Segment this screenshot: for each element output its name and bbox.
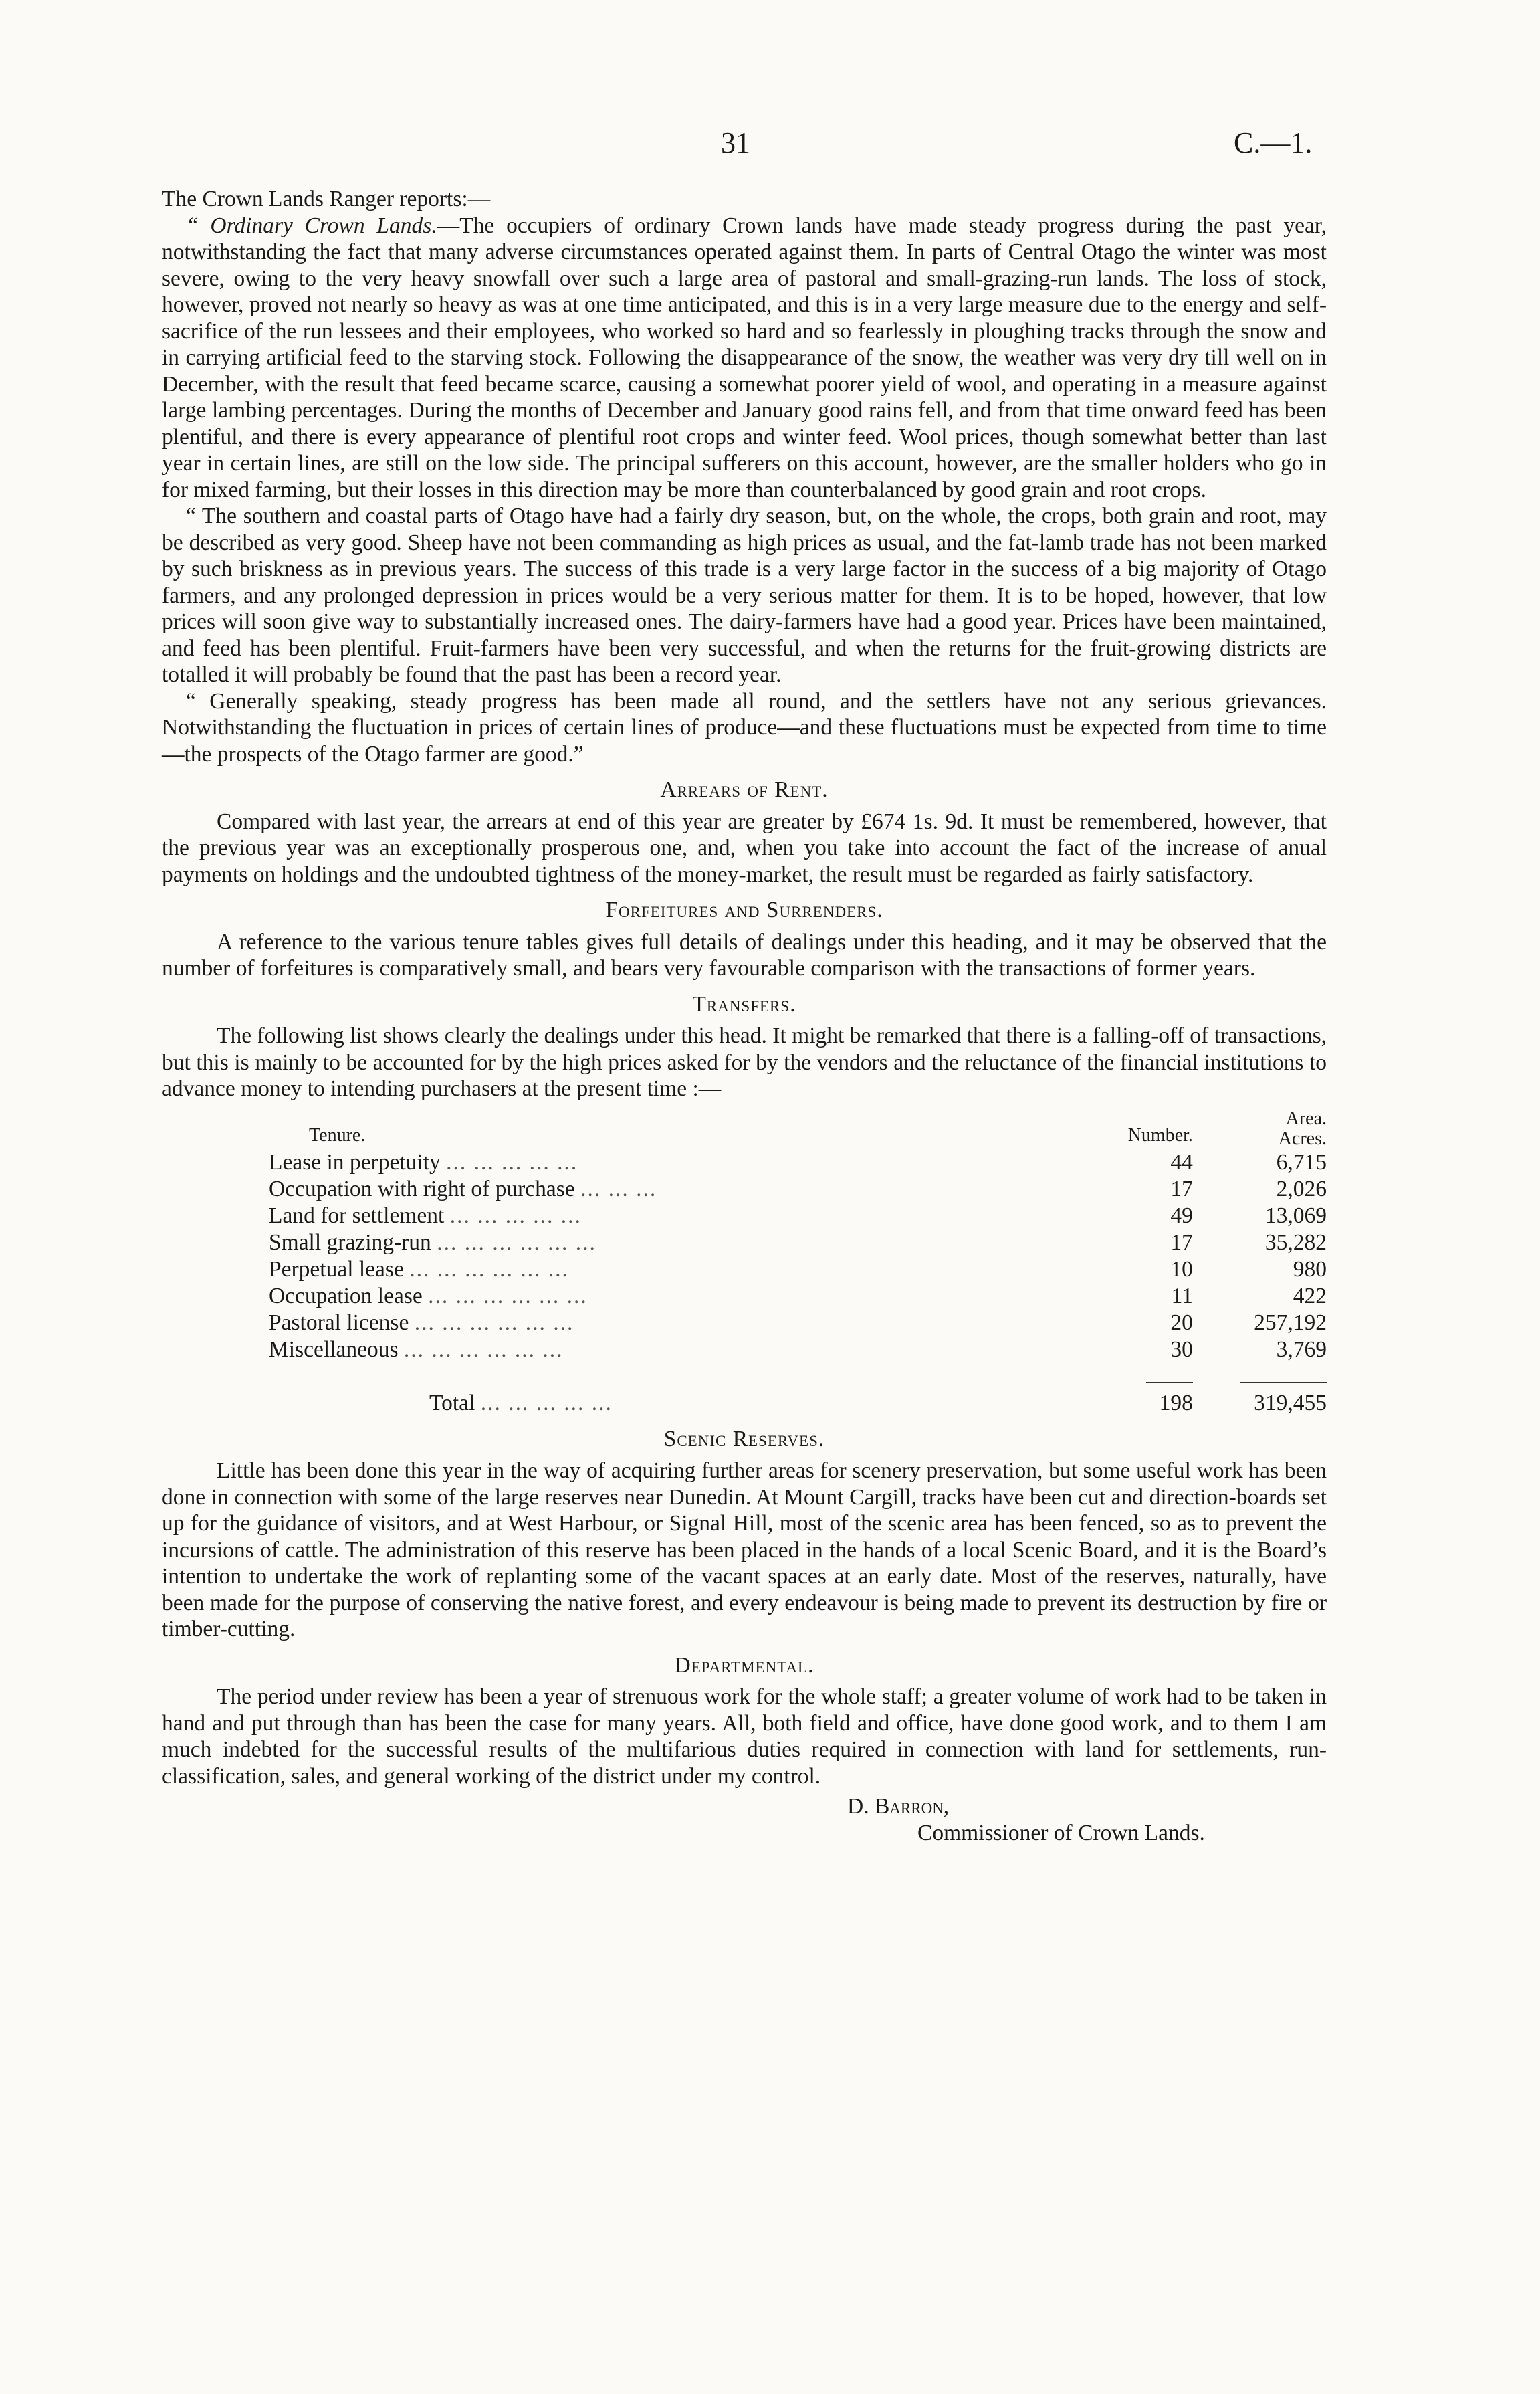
- row-tenure: Pastoral license: [269, 1310, 409, 1335]
- signer-title: Commissioner of Crown Lands.: [917, 1820, 1205, 1846]
- leader-dots: ... ... ... ... ...: [480, 1390, 613, 1415]
- paragraph-forfeitures: A reference to the various tenure tables gives full details of dealings under this heading, and it may be observed that the number of forfeitures is comparatively small, and bears very favourable comparison with the transactions of former years.: [162, 929, 1327, 981]
- row-tenure: Small grazing-run: [269, 1229, 431, 1255]
- paragraph-arrears: Compared with last year, the arrears at end of this year are greater by £674 1s. 9d. It must be remembered, however, that the previous year was an exceptionally prosperous one, and, when you take into account the fact of the increase of anual payments on holdings and the undoubted tightness of the money-market, the result must be regarded as fairly satisfactory.: [162, 809, 1327, 887]
- row-area: 2,026: [1276, 1176, 1327, 1201]
- divider: [1240, 1382, 1327, 1383]
- row-number: 10: [1170, 1256, 1193, 1282]
- row-area: 422: [1293, 1283, 1327, 1308]
- row-number: 11: [1171, 1283, 1193, 1308]
- leader-dots: ... ... ... ... ... ...: [403, 1336, 564, 1362]
- leader-dots: ... ... ... ... ... ...: [437, 1229, 596, 1255]
- table-row: [269, 1229, 1327, 1256]
- paragraph-lead-italic: “ Ordinary Crown Lands.: [186, 213, 437, 238]
- paragraph-generally-speaking: “ Generally speaking, steady progress has been made all round, and the settlers have not any serious grievances. Notwithstanding the fluctuation in prices of certain lines of produce—and these fluctuations must be expected from time to time—the prospects of the Otago farmer are good.”: [162, 688, 1327, 767]
- row-area: 35,282: [1264, 1229, 1327, 1255]
- row-number: 20: [1170, 1310, 1193, 1335]
- leader-dots: ... ... ... ... ...: [446, 1149, 578, 1175]
- table-row: [269, 1283, 1327, 1310]
- paragraph-departmental: The period under review has been a year of strenuous work for the whole staff; a greater volume of work had to be taken in hand and put through than has been the case for many years. All, both field and office, have done good work, and to them I am much indebted for the successful results of the multifarious duties required in connection with land for settlements, run-classification, sales, and general working of the district under my control.: [162, 1684, 1327, 1789]
- paragraph-text: —The occupiers of ordinary Crown lands have made steady progress during the past year, notwithstanding the fact that many adverse circumstances operated against them. In parts of Central Otago the winter was most severe, owing to the very heavy snowfall over such a large area of pastoral and small-grazing-run lands. The loss of stock, however, proved not nearly so heavy as was at one time anticipated, and this is in a very large measure due to the energy and self-sacrifice of the run lessees and their employees, who worked so hard and so fearlessly in ploughing tracks through the snow and in carrying artificial feed to the starving stock. Following the disappearance of the snow, the weather was very dry till well on in December, with the result that feed became scarce, causing a somewhat poorer yield of wool, and operating in a measure against large lambing percentages. During the months of December and January good rains fell, and from that time onward feed has been plentiful, and there is every appearance of plentiful root crops and winter feed. Wool prices, though somewhat better than last year in certain lines, are still on the low side. The principal sufferers on this account, however, are the smaller holders who go in for mixed farming, but their losses in this direction may be more than counterbalanced by good grain and root crops.: [162, 213, 1327, 502]
- leader-dots: ... ... ... ... ... ...: [409, 1256, 569, 1282]
- table-row: [269, 1176, 1327, 1203]
- row-tenure: Occupation lease: [269, 1283, 423, 1308]
- document-code: C.—1.: [1234, 126, 1313, 159]
- transfers-table: [269, 1109, 1327, 1417]
- row-tenure: Lease in perpetuity: [269, 1149, 441, 1175]
- row-tenure: Miscellaneous: [269, 1336, 399, 1362]
- header-number: Number.: [1127, 1124, 1193, 1146]
- total-rule-row: [269, 1363, 1327, 1390]
- paragraph-transfers: The following list shows clearly the dealings under this head. It might be remarked that there is a falling-off of transactions, but this is mainly to be accounted for by the high prices asked for by the vendors and the reluctance of the financial institutions to advance money to intending purchasers at the present time :—: [162, 1023, 1327, 1101]
- heading-forfeitures: Forfeitures and Surrenders.: [605, 898, 883, 922]
- header-area-unit: Acres.: [1278, 1128, 1327, 1149]
- page-number: 31: [721, 126, 750, 159]
- leader-dots: ... ... ... ... ...: [449, 1203, 582, 1228]
- signature-block: [162, 1793, 1327, 1846]
- row-number: 17: [1170, 1229, 1193, 1255]
- signer-name: D. Barron,: [847, 1794, 950, 1819]
- row-number: 49: [1170, 1203, 1193, 1228]
- leader-dots: ... ... ... ... ... ...: [414, 1310, 574, 1335]
- table-total-row: [269, 1390, 1327, 1417]
- header-tenure: Tenure.: [309, 1124, 366, 1146]
- table-row: [269, 1256, 1327, 1283]
- row-tenure: Perpetual lease: [269, 1256, 404, 1282]
- page-header: [0, 126, 1540, 166]
- total-number: 198: [1159, 1390, 1193, 1415]
- page-body: [162, 186, 1327, 1846]
- table-row: [269, 1149, 1327, 1176]
- row-area: 257,192: [1254, 1310, 1327, 1335]
- header-area: [1193, 1109, 1327, 1149]
- table-row: [269, 1203, 1327, 1229]
- heading-arrears-of-rent: Arrears of Rent.: [660, 777, 829, 802]
- row-area: 6,715: [1276, 1149, 1327, 1175]
- heading-departmental: Departmental.: [674, 1652, 814, 1678]
- divider: [1146, 1382, 1193, 1383]
- row-area: 13,069: [1264, 1203, 1327, 1228]
- heading-transfers: Transfers.: [692, 991, 796, 1017]
- table-row: [269, 1336, 1327, 1363]
- paragraph-scenic: Little has been done this year in the way of acquiring further areas for scenery preservation, but some useful work has been done in connection with some of the large reserves near Dunedin. At Mount Cargill, tracks have been cut and direction-boards set up for the guidance of visitors, and at West Harbour, or Signal Hill, most of the scenic area has been fenced, so as to prevent the incursions of cattle. The administration of this reserve has been placed in the hands of a local Scenic Board, and it is the Board’s intention to undertake the work of replanting some of the vacant spaces at an early date. Most of the reserves, naturally, have been made for the purpose of conserving the native forest, and every endeavour is being made to prevent its destruction by fire or timber-cutting.: [162, 1458, 1327, 1641]
- row-number: 17: [1170, 1176, 1193, 1201]
- header-area-label: Area.: [1285, 1108, 1327, 1129]
- row-number: 44: [1170, 1149, 1193, 1175]
- row-tenure: Land for settlement: [269, 1203, 445, 1228]
- row-area: 980: [1293, 1256, 1327, 1282]
- table-row: [269, 1310, 1327, 1336]
- paragraph-ordinary-crown-lands: [162, 213, 1327, 504]
- leader-dots: ... ... ...: [580, 1176, 657, 1201]
- total-label: Total: [429, 1390, 475, 1415]
- table-header-row: [269, 1109, 1327, 1149]
- total-area: 319,455: [1254, 1390, 1327, 1415]
- row-area: 3,769: [1276, 1336, 1327, 1362]
- row-tenure: Occupation with right of purchase: [269, 1176, 575, 1201]
- leader-dots: ... ... ... ... ... ...: [428, 1283, 588, 1308]
- heading-scenic-reserves: Scenic Reserves.: [663, 1426, 825, 1452]
- row-number: 30: [1170, 1336, 1193, 1362]
- paragraph-southern-coastal: “ The southern and coastal parts of Otago have had a fairly dry season, but, on the whole, the crops, both grain and root, may be described as very good. Sheep have not been commanding as high prices as usual, and the fat-lamb trade has not been marked by such briskness as in previous years. The success of this trade is a very large factor in the success of a big majority of Otago farmers, and any prolonged depression in prices would be a very serious matter for them. It is to be hoped, however, that low prices will soon give way to substantially increased ones. The dairy-farmers have had a good year. Prices have been maintained, and feed has been plentiful. Fruit-farmers have been very successful, and when the returns for the fruit-growing districts are totalled it will probably be found that the past has been a record year.: [162, 504, 1327, 687]
- intro-line: The Crown Lands Ranger reports:—: [162, 187, 491, 211]
